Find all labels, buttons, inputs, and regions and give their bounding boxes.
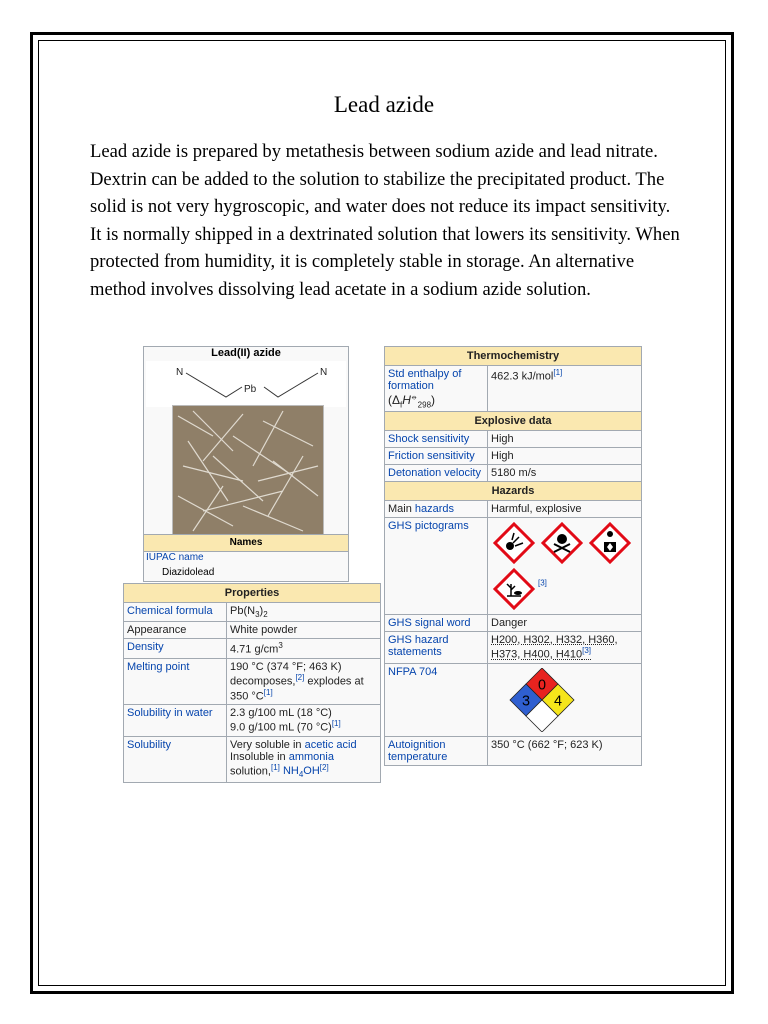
structure-diagram — [146, 361, 346, 407]
ghs-hazard-statements-value: H200, H302, H332, H360, H373, H400, H410[3] — [488, 632, 642, 664]
ghs-pictograms-link[interactable]: GHS pictograms — [388, 520, 469, 533]
nfpa-diamond-icon[interactable] — [502, 668, 582, 732]
properties-table — [123, 583, 381, 783]
main-hazards-value: Harmful, explosive — [488, 501, 642, 518]
reference-1[interactable]: [1] — [270, 762, 280, 772]
structure-n-right: N — [320, 367, 328, 378]
enthalpy-value: 462.3 kJ/mol[1] — [488, 366, 642, 412]
infobox-title: Lead(II) azide — [211, 347, 281, 359]
ghs-hazard-statements-link[interactable]: GHS hazard statements — [388, 634, 449, 659]
structure-n-left: N — [176, 367, 184, 378]
detonation-velocity-value: 5180 m/s — [488, 465, 642, 482]
structure-pb: Pb — [244, 384, 257, 395]
nfpa-health: 3 — [521, 693, 531, 710]
body-paragraph: Lead azide is prepared by metathesis between sodium azide and lead nitrate. Dextrin can be added to the solution to stabilize the precipitated product. The solid is not very hygroscopic, and water does not reduce its impact sensitivity. It is normally shipped in a dextrinated solution that lowers its sensitivity. When protected from humidity, it is completely stable in storage. An alternative method involves dissolving lead acetate in a sodium azide solution. — [90, 141, 680, 300]
density-link[interactable]: Density — [127, 641, 164, 654]
names-header: Names — [144, 534, 348, 552]
reference-2[interactable]: [2] — [319, 762, 329, 772]
enthalpy-link[interactable]: Std enthalpy of — [388, 368, 462, 380]
page-title: Lead azide — [333, 92, 435, 117]
ammonia-link[interactable]: ammonia — [288, 750, 334, 763]
thermochemistry-header: Thermochemistry — [385, 347, 642, 366]
ghs-signal-word-value: Danger — [488, 615, 642, 632]
ghs-environment-icon[interactable] — [493, 568, 535, 610]
density-value: 4.71 $g/cm^3$ — [227, 639, 381, 659]
acetic-acid-link[interactable]: acetic acid — [304, 738, 357, 751]
ghs-pictograms — [488, 518, 642, 615]
nfpa-704-link[interactable]: NFPA 704 — [388, 666, 438, 679]
autoignition-value: 350 °C (662 °F; 623 K) — [488, 737, 642, 766]
melting-point-link[interactable]: Melting point — [127, 660, 190, 673]
appearance-value: White powder — [227, 622, 381, 639]
reference-3[interactable]: [3] — [582, 646, 592, 656]
reference-3[interactable]: [3] — [538, 578, 547, 588]
hazards-table — [384, 346, 642, 766]
lead-azide-photo — [172, 405, 324, 537]
melting-point-value: 190 °C (374 °F; 463 K) decomposes,[2] explodes at 350 °C[1] — [227, 658, 381, 704]
nfpa-diamond — [488, 664, 642, 737]
shock-sensitivity-value: High — [488, 431, 642, 448]
ghs-explosive-icon[interactable] — [493, 522, 535, 564]
appearance-label: Appearance — [124, 622, 227, 639]
nfpa-reactivity: 4 — [553, 693, 563, 710]
reference-1[interactable]: [1] — [263, 687, 273, 697]
explosive-data-header: Explosive data — [385, 412, 642, 431]
friction-sensitivity-link[interactable]: Friction sensitivity — [388, 450, 475, 463]
hazards-header: Hazards — [385, 482, 642, 501]
ghs-signal-word-link[interactable]: GHS signal word — [388, 617, 471, 630]
main-hazards-label: Main hazards — [385, 501, 488, 518]
friction-sensitivity-value: High — [488, 448, 642, 465]
properties-header: Properties — [124, 584, 381, 603]
solubility-value: Very soluble in acetic acid Insoluble in ammonia solution,[1] $NH_4OH[2]$ — [227, 736, 381, 782]
iupac-name-link[interactable]: IUPAC name — [146, 552, 204, 563]
compound-infobox — [143, 346, 349, 582]
iupac-name-value: Diazidolead — [162, 567, 215, 578]
reference-2[interactable]: [2] — [295, 672, 305, 682]
enthalpy-label: Std enthalpy of formation $(\Delta_fH^⦵_{298})$ — [385, 366, 488, 412]
autoignition-link[interactable]: Autoignition temperature — [388, 739, 448, 764]
ghs-skull-icon[interactable] — [541, 522, 583, 564]
solubility-link[interactable]: Solubility — [127, 738, 172, 751]
chemical-formula-link[interactable]: Chemical formula — [127, 605, 213, 617]
reference-1[interactable]: [1] — [553, 368, 563, 377]
chemical-formula-value: $Pb(N_3)_2$ — [227, 603, 381, 622]
ghs-health-hazard-icon[interactable] — [589, 522, 631, 564]
ammonium-hydroxide-link[interactable]: $NH_4OH$ — [279, 765, 320, 780]
nfpa-fire: 0 — [537, 677, 547, 694]
reference-1[interactable]: [1] — [331, 719, 341, 729]
solubility-water-value: 2.3 g/100 mL (18 °C) 9.0 g/100 mL (70 °C)[1] — [227, 705, 381, 737]
detonation-velocity-link[interactable]: Detonation velocity — [388, 467, 481, 480]
solubility-water-link[interactable]: Solubility in water — [127, 707, 213, 720]
shock-sensitivity-link[interactable]: Shock sensitivity — [388, 433, 470, 446]
